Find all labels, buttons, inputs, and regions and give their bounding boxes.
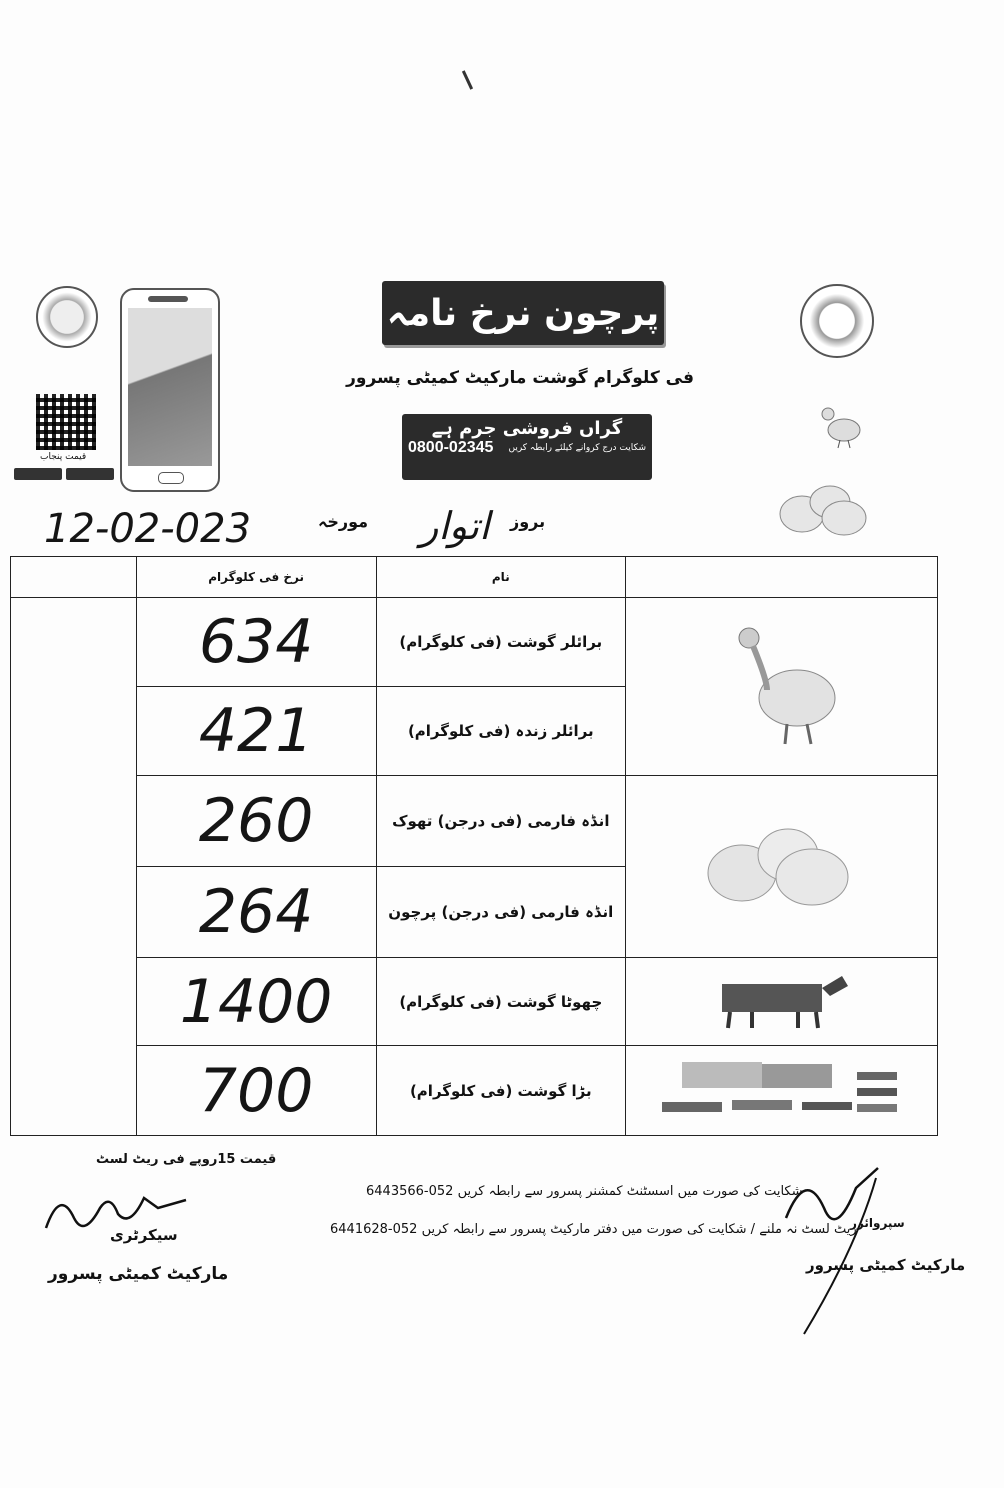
table-row (11, 1046, 938, 1136)
date-value: 12-02-023 (44, 506, 252, 552)
table-row (11, 776, 938, 867)
hotline-note: شکایت درج کروانے کیلئے رابطہ کریں (508, 443, 646, 453)
hotline-slogan: گراں فروشی جرم ہے (431, 418, 623, 439)
app-phone-illustration (120, 288, 220, 492)
qr-code (36, 394, 96, 450)
beef-illustration (652, 1052, 912, 1126)
table-header-image (626, 557, 938, 598)
price-cell: 260 (136, 776, 376, 867)
hotline-number: 0800-02345 (408, 439, 494, 456)
name-cell: بڑا گوشت (فی کلوگرام) (376, 1046, 626, 1136)
beef-image (626, 1046, 938, 1136)
blank-column (11, 598, 137, 1136)
name-cell: انڈہ فارمی (فی درجن) پرچون (376, 867, 626, 958)
chicken-image (626, 598, 938, 776)
hotline-banner (402, 414, 652, 480)
table-header-price: نرخ فی کلوگرام (136, 557, 376, 598)
table-header-row (11, 557, 938, 598)
name-cell: برائلر گوشت (فی کلوگرام) (376, 598, 626, 687)
eggs-image (626, 776, 938, 958)
complaint-market-office: ریٹ لسٹ نہ ملنے / شکایت کی صورت میں دفتر مارکیٹ پسرور سے رابطہ کریں 052-6441628 (330, 1222, 857, 1237)
supervisor-org: مارکیٹ کمیٹی پسرور (806, 1256, 966, 1274)
day-value: اتوار (420, 504, 490, 548)
eggs-icon (774, 480, 870, 536)
price-cell: 1400 (136, 958, 376, 1046)
secretary-org: مارکیٹ کمیٹی پسرور (48, 1264, 229, 1284)
supervisor-signature (776, 1158, 906, 1342)
price-cell: 700 (136, 1046, 376, 1136)
price-cell: 634 (136, 598, 376, 687)
chicken-icon (816, 400, 864, 450)
price-note: قیمت 15روپے فی ریٹ لسٹ (96, 1152, 277, 1167)
rates-table (10, 556, 938, 1136)
punjab-logo-left (36, 286, 98, 348)
name-cell: انڈہ فارمی (فی درجن) تھوک (376, 776, 626, 867)
price-cell: 421 (136, 687, 376, 776)
secretary-title: سیکرٹری (110, 1226, 178, 1244)
eggs-illustration (702, 815, 862, 915)
table-row (11, 958, 938, 1046)
name-cell: برائلر زندہ (فی کلوگرام) (376, 687, 626, 776)
day-label: بروز (510, 512, 546, 531)
app-caption: قیمت پنجاب (40, 452, 87, 462)
scan-mark (462, 70, 473, 89)
page-subtitle: فی کلوگرام گوشت مارکیٹ کمیٹی پسرور (346, 368, 694, 388)
date-label: مورخہ (318, 512, 369, 531)
goat-image (626, 958, 938, 1046)
chicken-illustration (727, 620, 837, 750)
table-header-blank (11, 557, 137, 598)
table-header-name: نام (376, 557, 626, 598)
price-cell: 264 (136, 867, 376, 958)
punjab-logo-right (800, 284, 874, 358)
name-cell: چھوٹا گوشت (فی کلوگرام) (376, 958, 626, 1046)
supervisor-title: سپروائزر (850, 1216, 905, 1230)
goat-illustration (712, 968, 852, 1032)
page-title: پرچون نرخ نامہ (382, 281, 664, 345)
complaint-assistant-commissioner: شکایت کی صورت میں اسسٹنٹ کمشنر پسرور سے رابطہ کریں 052-6443566 (366, 1184, 803, 1199)
store-badges (14, 468, 114, 480)
table-row (11, 598, 938, 687)
